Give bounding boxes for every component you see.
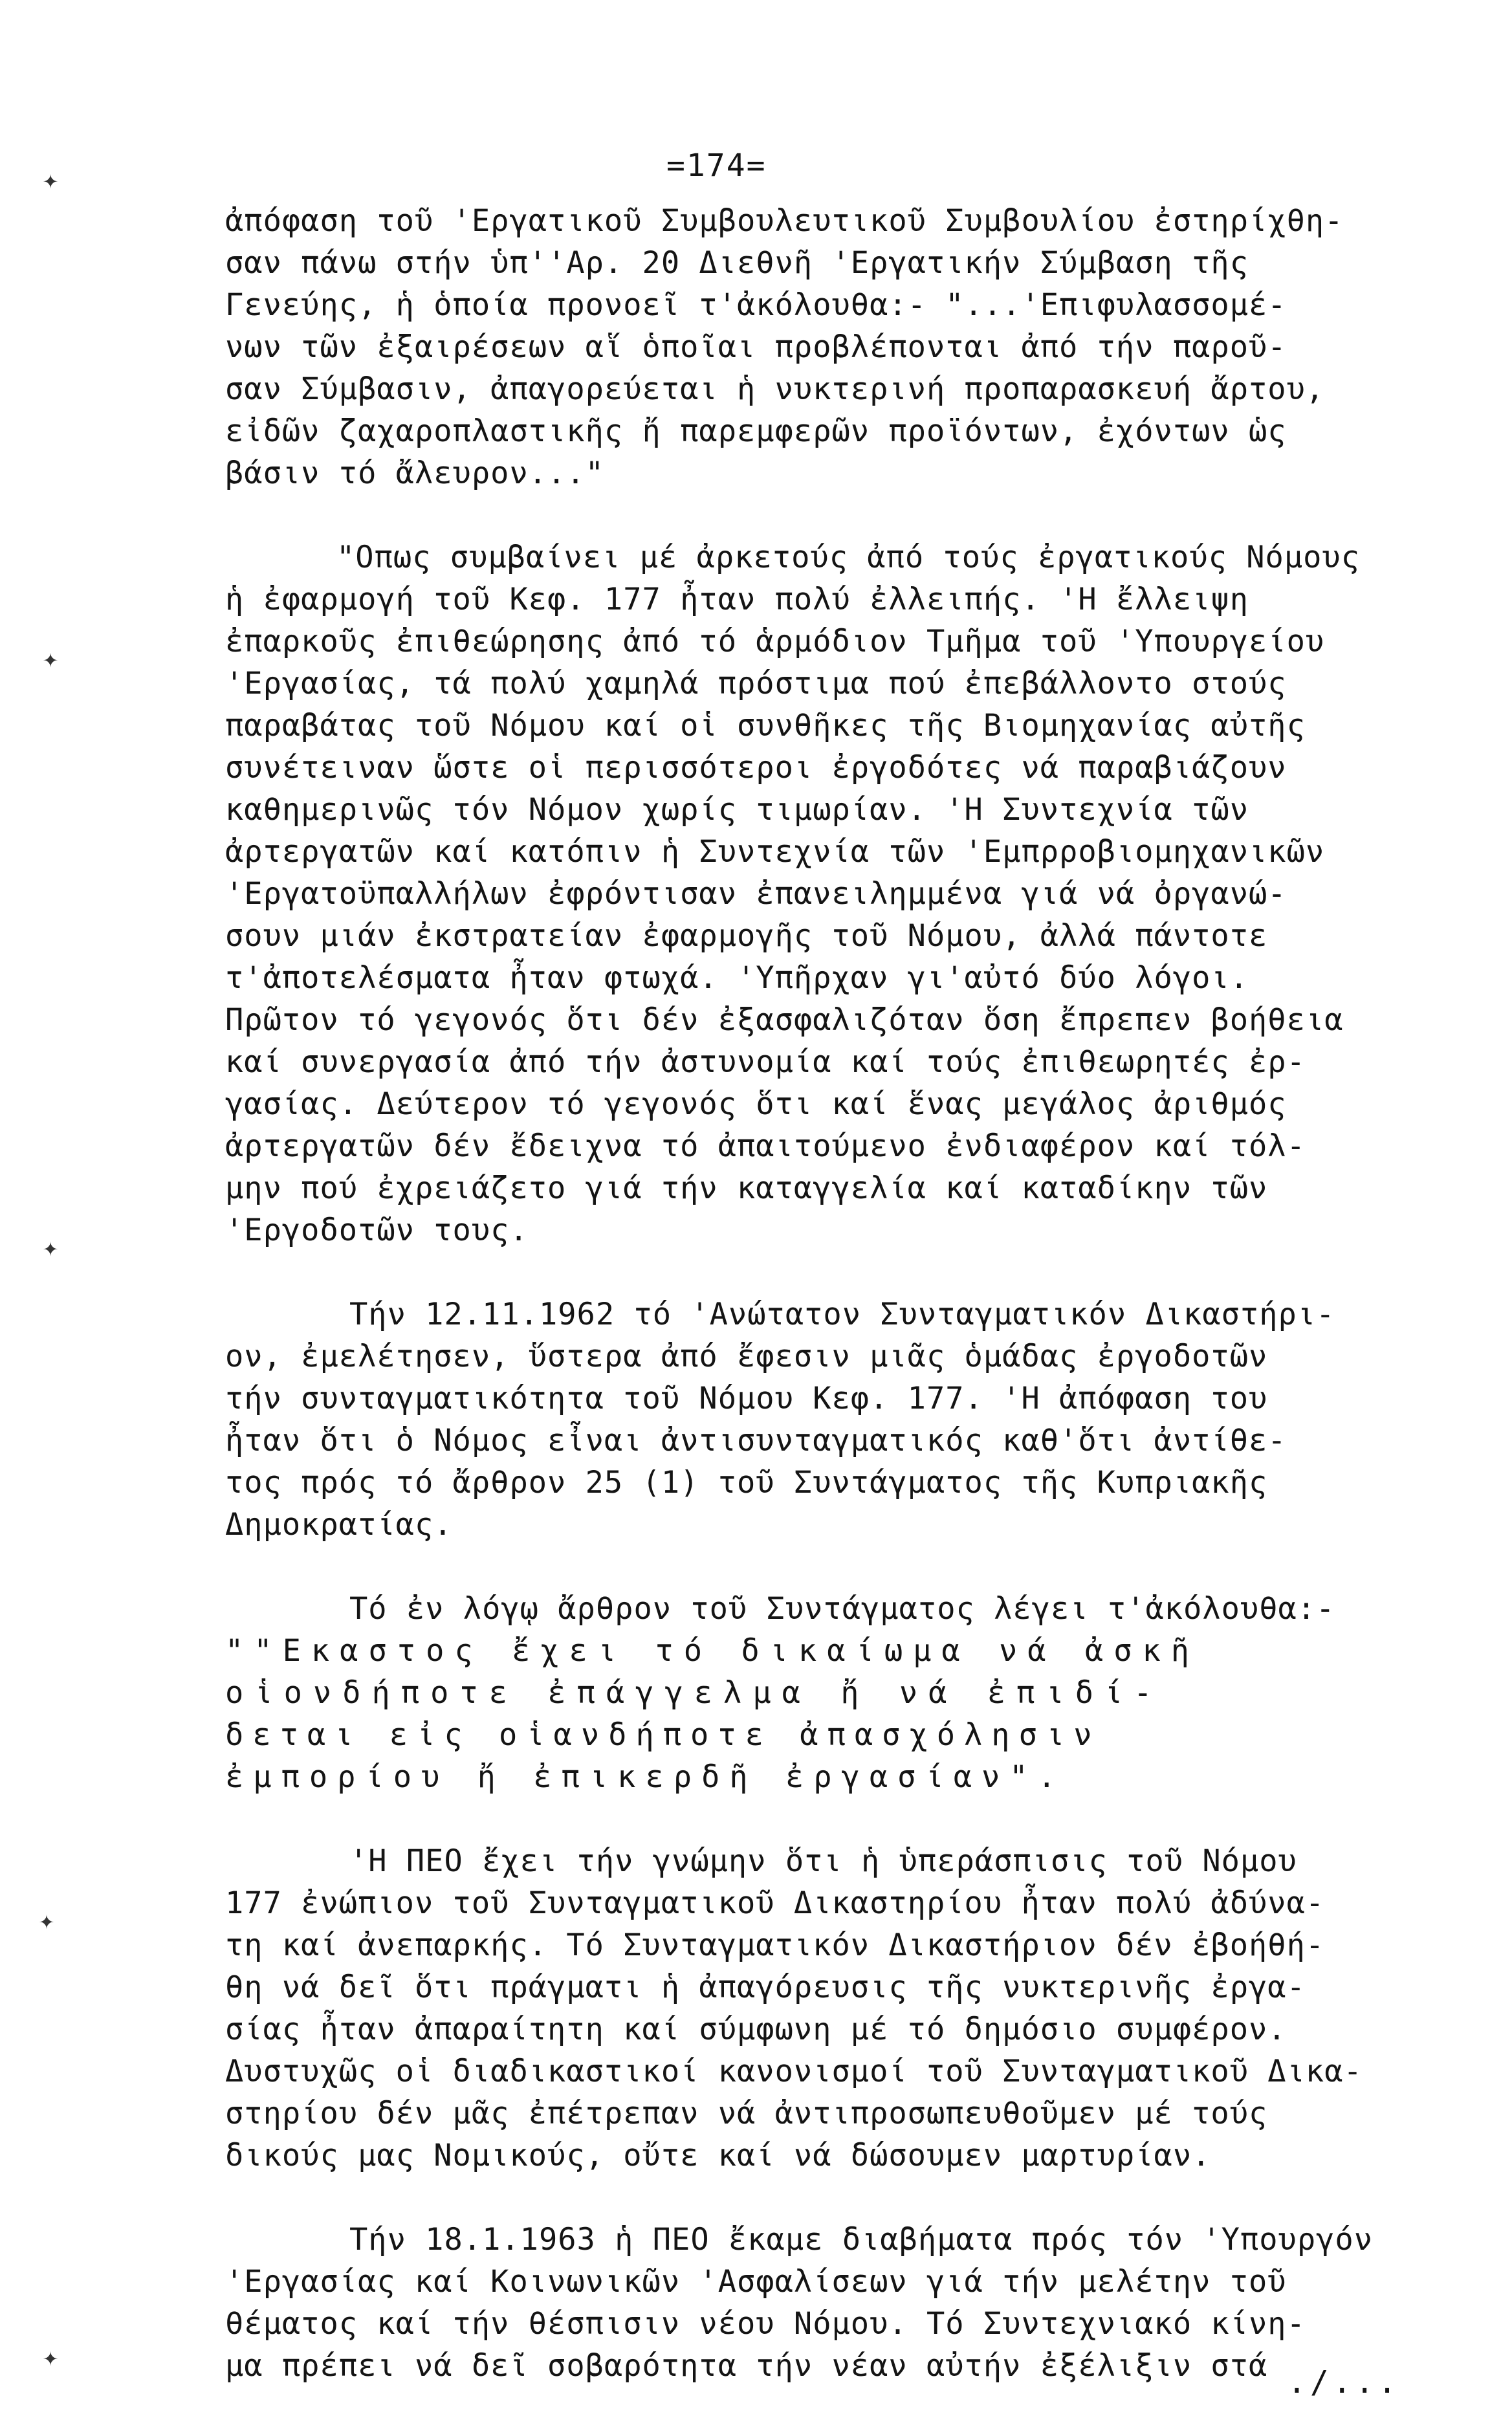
text-line: 'Εργοδοτῶν τους. (225, 1213, 529, 1248)
crosshair-mark-icon: ✦ (43, 165, 59, 195)
text-line: "Οπως συμβαίνει μέ ἀρκετούς ἀπό τούς ἐργατικούς Νόμους (336, 540, 1361, 575)
text-line: ἦταν ὅτι ὁ Νόμος εἶναι ἀντισυνταγματικός καθ'ὅτι ἀντίθε- (225, 1423, 1287, 1458)
text-line: ἡ ἐφαρμογή τοῦ Κεφ. 177 ἦταν πολύ ἐλλειπής. 'Η ἔλλειψη (225, 582, 1249, 617)
text-line: στηρίου δέν μᾶς ἐπέτρεπαν νά ἀντιπροσωπευθοῦμεν μέ τούς (225, 2096, 1268, 2131)
text-line: τη καί ἀνεπαρκής. Τό Συνταγματικόν Δικαστήριον δέν ἐβοήθή- (225, 1927, 1325, 1963)
crosshair-mark-icon: ✦ (43, 1233, 59, 1262)
text-line: τήν συνταγματικότητα τοῦ Νόμου Κεφ. 177. 'Η ἀπόφαση του (225, 1381, 1268, 1416)
quoted-line: δεται εἰς οἱανδήποτε ἀπασχόλησιν (225, 1717, 1101, 1753)
text-line: 177 ἐνώπιον τοῦ Συνταγματικοῦ Δικαστηρίου ἦταν πολύ ἀδύνα- (225, 1885, 1325, 1921)
text-line: εἰδῶν ζαχαροπλαστικῆς ἤ παρεμφερῶν προϊόντων, ἐχόντων ὡς (225, 413, 1287, 449)
text-line: θη νά δεῖ ὅτι πράγματι ἡ ἀπαγόρευσις τῆς νυκτερινῆς ἐργα- (225, 1970, 1306, 2005)
text-line: 'Εργασίας καί Κοινωνικῶν 'Ασφαλίσεων γιά τήν μελέτην τοῦ (225, 2264, 1287, 2300)
text-line: μα πρέπει νά δεῖ σοβαρότητα τήν νέαν αὐτήν ἐξέλιξιν στά (225, 2348, 1268, 2384)
text-line: Γενεύης, ἡ ὁποία προνοεῖ τ'ἀκόλουθα:- "...'Επιφυλασσομέ- (225, 287, 1287, 323)
quoted-line: οἱονδήποτε ἐπάγγελμα ἤ νά ἐπιδί- (225, 1675, 1163, 1711)
text-line: σουν μιάν ἐκστρατείαν ἐφαρμογῆς τοῦ Νόμου, ἀλλά πάντοτε (225, 918, 1268, 954)
crosshair-mark-icon: ✦ (43, 644, 59, 674)
text-line: βάσιν τό ἄλευρον..." (225, 456, 604, 491)
text-line: σίας ἦταν ἀπαραίτητη καί σύμφωνη μέ τό δημόσιο συμφέρον. (225, 2012, 1287, 2047)
page-number: =174= (666, 148, 767, 184)
text-line: Δυστυχῶς οἱ διαδικαστικοί κανονισμοί τοῦ Συνταγματικοῦ Δικα- (225, 2054, 1363, 2089)
text-line: γασίας. Δεύτερον τό γεγονός ὅτι καί ἕνας μεγάλος ἀριθμός (225, 1086, 1287, 1122)
text-line: ἐπαρκοῦς ἐπιθεώρησης ἀπό τό ἁρμόδιον Τμῆμα τοῦ 'Υπουργείου (225, 624, 1325, 659)
text-line: ον, ἐμελέτησεν, ὕστερα ἀπό ἔφεσιν μιᾶς ὁμάδας ἐργοδοτῶν (225, 1339, 1268, 1374)
text-line: ἀπόφαση τοῦ 'Εργατικοῦ Συμβουλευτικοῦ Συμβουλίου ἐστηρίχθη- (225, 203, 1344, 239)
text-line: θέματος καί τήν θέσπισιν νέου Νόμου. Τό Συντεχνιακό κίνη- (225, 2306, 1306, 2342)
text-line: ἀρτεργατῶν καί κατόπιν ἡ Συντεχνία τῶν 'Εμπρροβιομηχανικῶν (225, 834, 1325, 870)
text-line: Τήν 18.1.1963 ἡ ΠΕΟ ἔκαμε διαβήματα πρός τόν 'Υπουργόν (349, 2222, 1374, 2257)
text-line: τ'ἀποτελέσματα ἦταν φτωχά. 'Υπῆρχαν γι'αὐτό δύο λόγοι. (225, 960, 1249, 996)
quoted-line: ἐμπορίου ἤ ἐπικερδῆ ἐργασίαν". (225, 1759, 1066, 1795)
text-line: καί συνεργασία ἀπό τήν ἀστυνομία καί τούς ἐπιθεωρητές ἐρ- (225, 1044, 1306, 1080)
text-line: Τήν 12.11.1962 τό 'Ανώτατον Συνταγματικόν Δικαστήρι- (349, 1297, 1335, 1332)
text-line: καθημερινῶς τόν Νόμον χωρίς τιμωρίαν. 'Η Συντεχνία τῶν (225, 792, 1249, 828)
text-line: Δημοκρατίας. (225, 1507, 453, 1543)
text-line: Πρῶτον τό γεγονός ὅτι δέν ἐξασφαλιζόταν ὅση ἔπρεπεν βοήθεια (225, 1002, 1344, 1038)
text-line: παραβάτας τοῦ Νόμου καί οἱ συνθῆκες τῆς Βιομηχανίας αὐτῆς (225, 708, 1306, 743)
text-line: συνέτειναν ὥστε οἱ περισσότεροι ἐργοδότες νά παραβιάζουν (225, 750, 1287, 785)
text-line: 'Εργατοϋπαλλήλων ἐφρόντισαν ἐπανειλημμένα γιά νά ὀργανώ- (225, 876, 1287, 912)
crosshair-mark-icon: ✦ (39, 1905, 55, 1935)
continuation-mark: ./... (1287, 2364, 1401, 2400)
text-line: σαν πάνω στήν ὑπ''Αρ. 20 Διεθνῆ 'Εργατικήν Σύμβαση τῆς (225, 245, 1249, 281)
text-line: 'Η ΠΕΟ ἔχει τήν γνώμην ὅτι ἡ ὑπεράσπισις τοῦ Νόμου (349, 1843, 1297, 1879)
text-line: σαν Σύμβασιν, ἀπαγορεύεται ἡ νυκτερινή προπαρασκευή ἄρτου, (225, 371, 1325, 407)
crosshair-mark-icon: ✦ (43, 2342, 59, 2372)
text-line: νων τῶν ἐξαιρέσεων αἵ ὁποῖαι προβλέπονται ἀπό τήν παροῦ- (225, 329, 1287, 365)
text-line: ἀρτεργατῶν δέν ἔδειχνα τό ἀπαιτούμενο ἐνδιαφέρον καί τόλ- (225, 1128, 1306, 1164)
text-line: 'Εργασίας, τά πολύ χαμηλά πρόστιμα πού ἐπεβάλλοντο στούς (225, 666, 1287, 701)
text-line: τος πρός τό ἄρθρον 25 (1) τοῦ Συντάγματος τῆς Κυπριακῆς (225, 1465, 1268, 1500)
text-line: Τό ἐν λόγῳ ἄρθρον τοῦ Συντάγματος λέγει τ'ἀκόλουθα:- (349, 1591, 1335, 1627)
text-line: δικούς μας Νομικούς, οὔτε καί νά δώσουμεν μαρτυρίαν. (225, 2138, 1211, 2173)
quoted-line: ""Εκαστος ἔχει τό δικαίωμα νά ἀσκῆ (225, 1633, 1200, 1669)
text-line: μην πού ἐχρειάζετο γιά τήν καταγγελία καί καταδίκην τῶν (225, 1170, 1268, 1206)
